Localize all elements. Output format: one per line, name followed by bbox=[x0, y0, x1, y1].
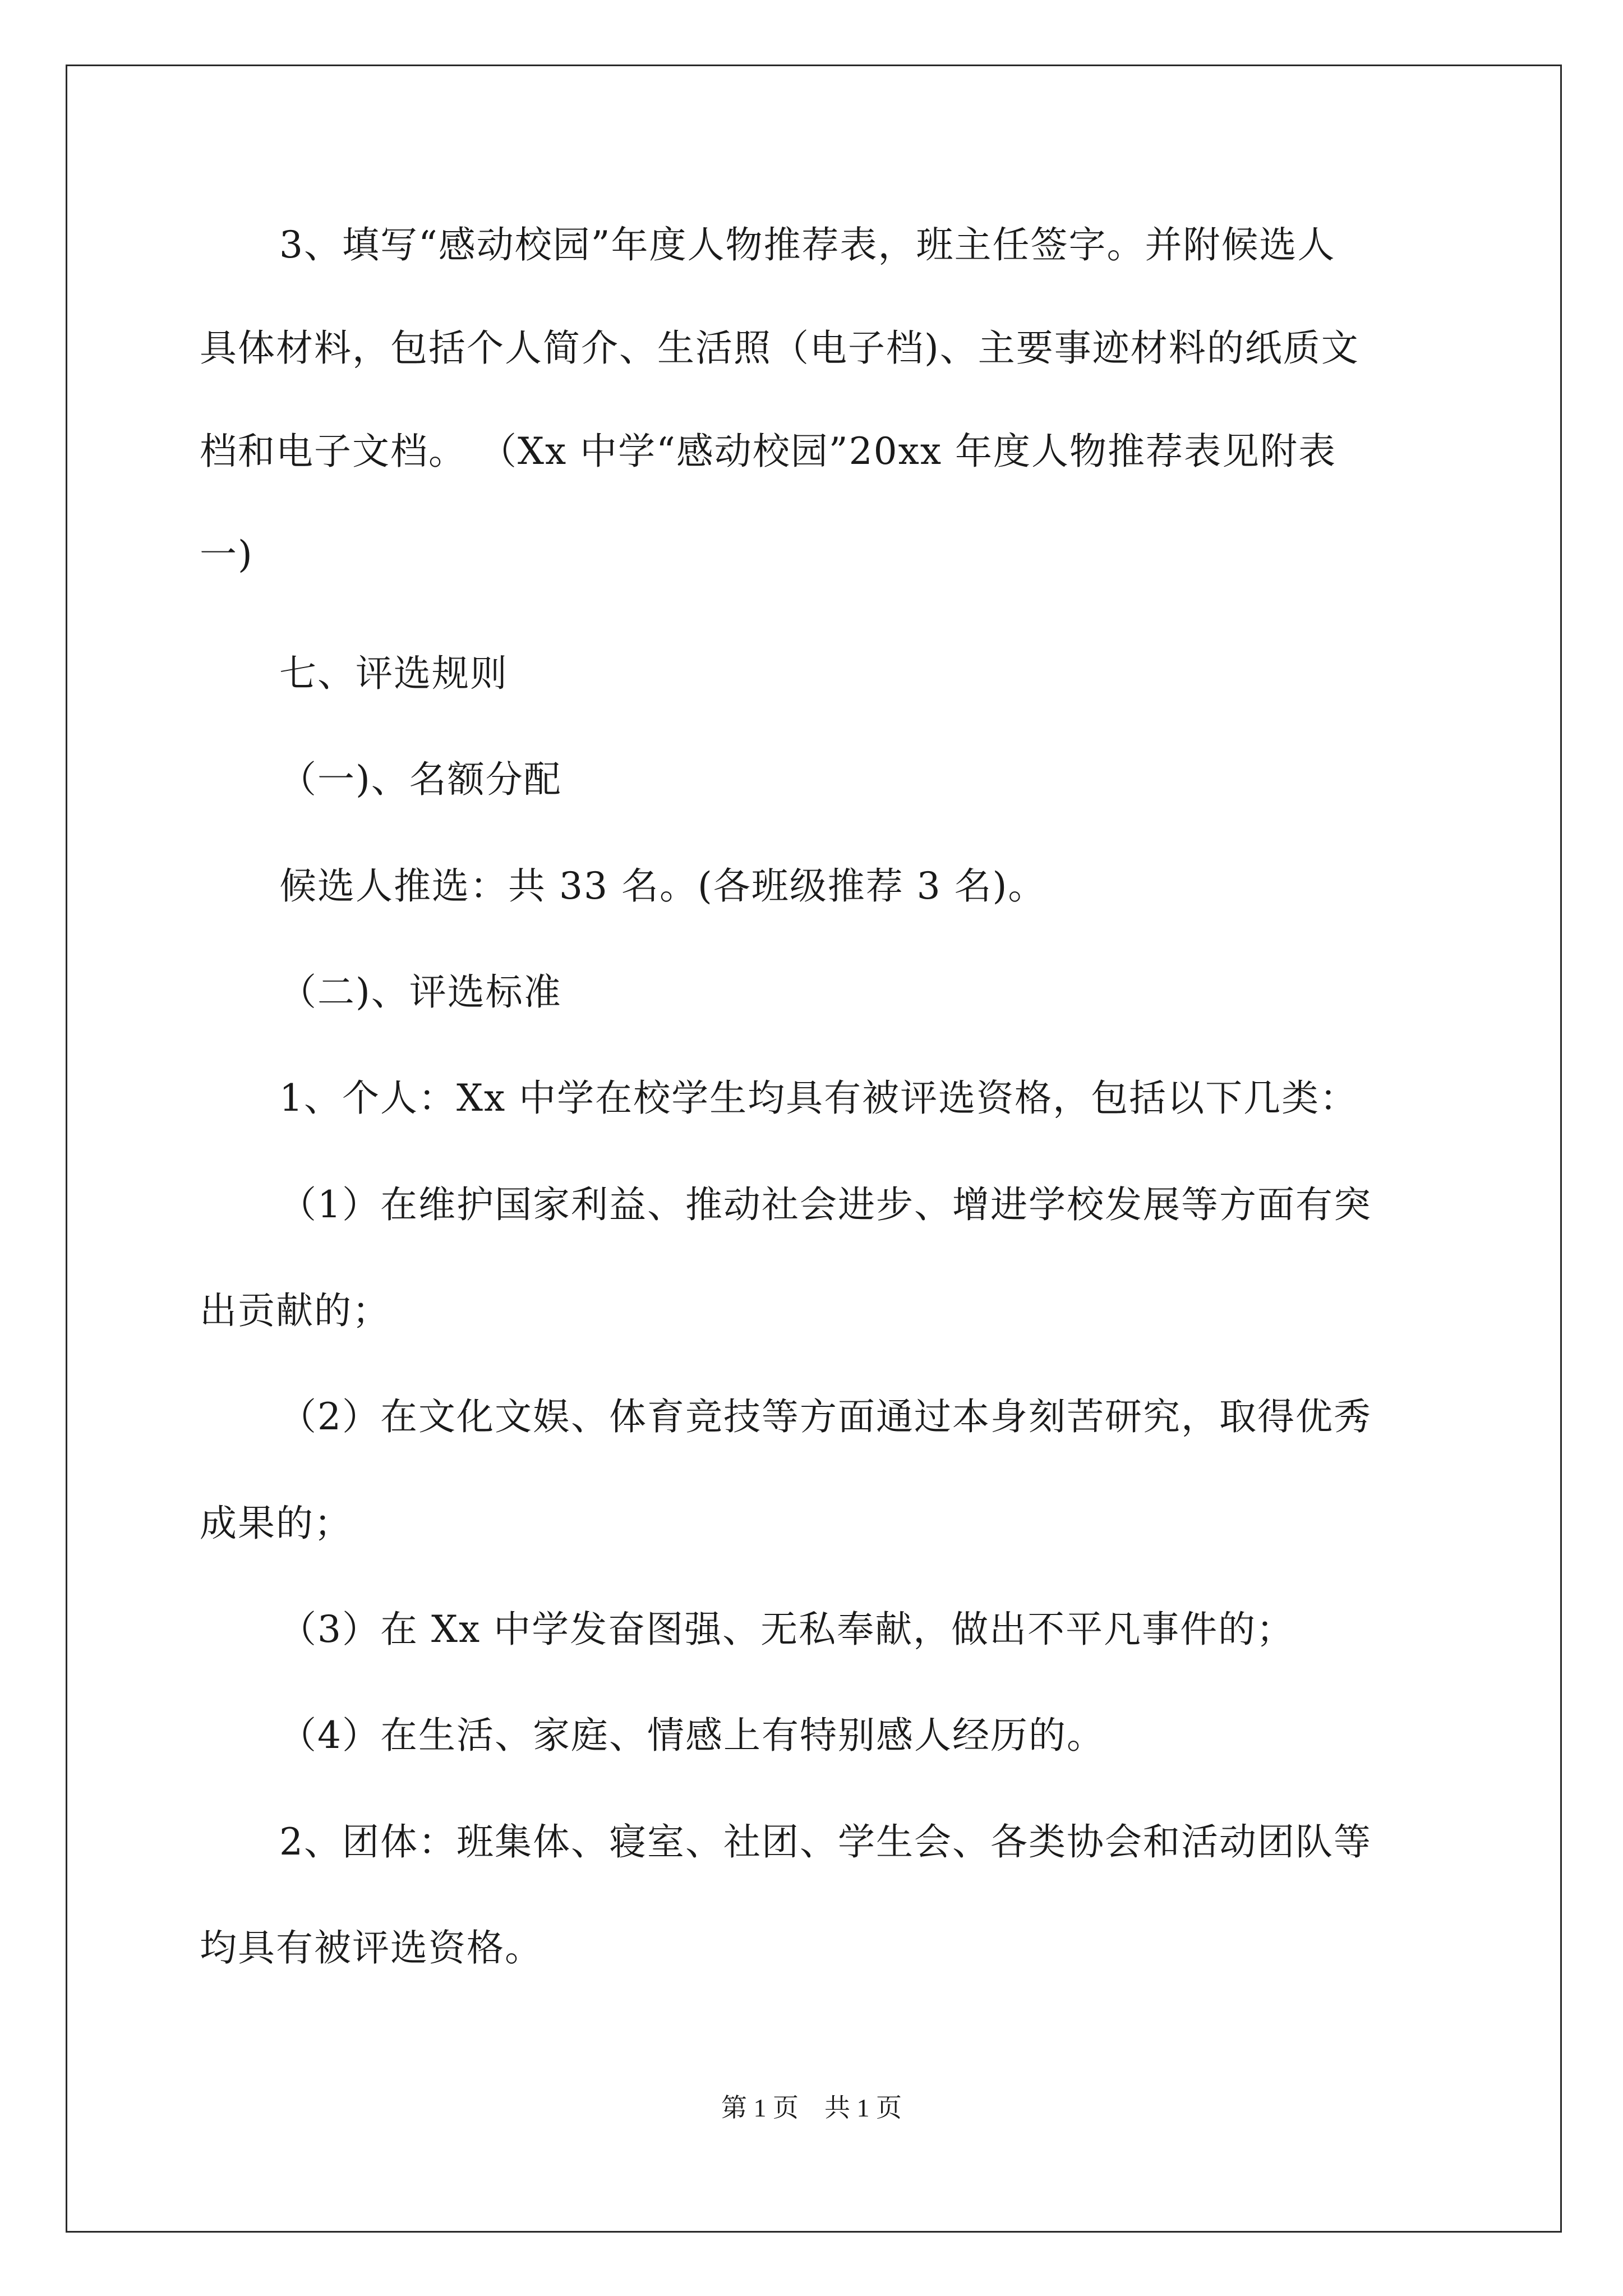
text-line: 一) bbox=[200, 533, 253, 576]
list-item: （4）在生活、家庭、情感上有特别感人经历的。 bbox=[279, 1714, 1105, 1757]
text-line: 3、填写“感动校园”年度人物推荐表，班主任签字。并附候选人 bbox=[279, 223, 1336, 266]
list-item: （2）在文化文娱、体育竞技等方面通过本身刻苦研究，取得优秀 bbox=[279, 1395, 1372, 1438]
subsection-heading: （二)、评选标准 bbox=[279, 970, 562, 1014]
page-number-footer: 第 1 页 共 1 页 bbox=[721, 2093, 902, 2122]
text-line: 1、个人：Xx 中学在校学生均具有被评选资格，包括以下几类： bbox=[279, 1076, 1358, 1120]
list-item: （3）在 Xx 中学发奋图强、无私奉献，做出不平凡事件的； bbox=[279, 1608, 1295, 1651]
list-item-continuation: 出贡献的； bbox=[200, 1289, 390, 1332]
text-line: 具体材料，包括个人简介、生活照（电子档)、主要事迹材料的纸质文 bbox=[200, 326, 1359, 370]
list-item: （1）在维护国家利益、推动社会进步、增进学校发展等方面有突 bbox=[279, 1183, 1372, 1226]
text-line: 均具有被评选资格。 bbox=[200, 1926, 543, 1970]
subsection-heading: （一)、名额分配 bbox=[279, 758, 562, 801]
text-line: 候选人推选：共 33 名。(各班级推荐 3 名)。 bbox=[279, 864, 1046, 908]
text-line: 2、团体：班集体、寝室、社团、学生会、各类协会和活动团队等 bbox=[279, 1820, 1372, 1864]
text-line: 档和电子文档。 （Xx 中学“感动校园”20xx 年度人物推荐表见附表 bbox=[200, 430, 1337, 473]
section-heading: 七、评选规则 bbox=[279, 652, 508, 695]
page-border bbox=[66, 65, 1562, 2233]
list-item-continuation: 成果的； bbox=[200, 1502, 352, 1545]
